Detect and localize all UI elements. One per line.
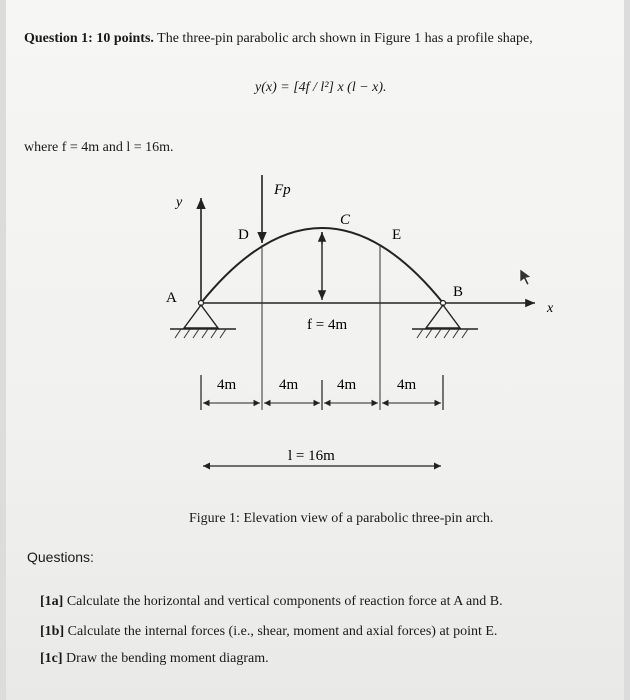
span-label: l = 16m (288, 448, 335, 464)
question-item-1c: [1c] Draw the bending moment diagram. (40, 651, 269, 666)
point-c-label: C (340, 212, 351, 228)
segment-label-1: 4m (217, 377, 237, 393)
question-item-1b: [1b] Calculate the internal forces (i.e., shear, moment and axial forces) at point E. (40, 624, 498, 639)
y-axis-label: y (176, 195, 183, 210)
question-intro: The three-pin parabolic arch shown in Figure 1 has a profile shape, (153, 31, 533, 46)
figure-caption: Figure 1: Elevation view of a parabolic three-pin arch. (189, 511, 494, 526)
x-axis-label: x (547, 301, 554, 316)
point-d-label: D (238, 227, 249, 243)
question-item-1a: [1a] Calculate the horizontal and vertical components of reaction force at A and B. (40, 594, 503, 609)
parameter-values: where f = 4m and l = 16m. (24, 140, 174, 155)
profile-formula: y(x) = [4f / l²] x (l − x). (255, 80, 387, 95)
question-points: Question 1: 10 points. (24, 31, 154, 46)
segment-label-3: 4m (337, 377, 357, 393)
point-e-label: E (392, 227, 402, 243)
pin-support-b (412, 301, 478, 339)
pin-support-a (170, 301, 236, 339)
point-load-label: Fp (274, 182, 291, 198)
mouse-cursor-icon (520, 269, 531, 285)
questions-heading: Questions: (27, 549, 94, 565)
segment-label-4: 4m (397, 377, 417, 393)
rise-label: f = 4m (307, 317, 348, 333)
point-b-label: B (453, 284, 464, 300)
segment-label-2: 4m (279, 377, 299, 393)
point-a-label: A (166, 290, 177, 306)
